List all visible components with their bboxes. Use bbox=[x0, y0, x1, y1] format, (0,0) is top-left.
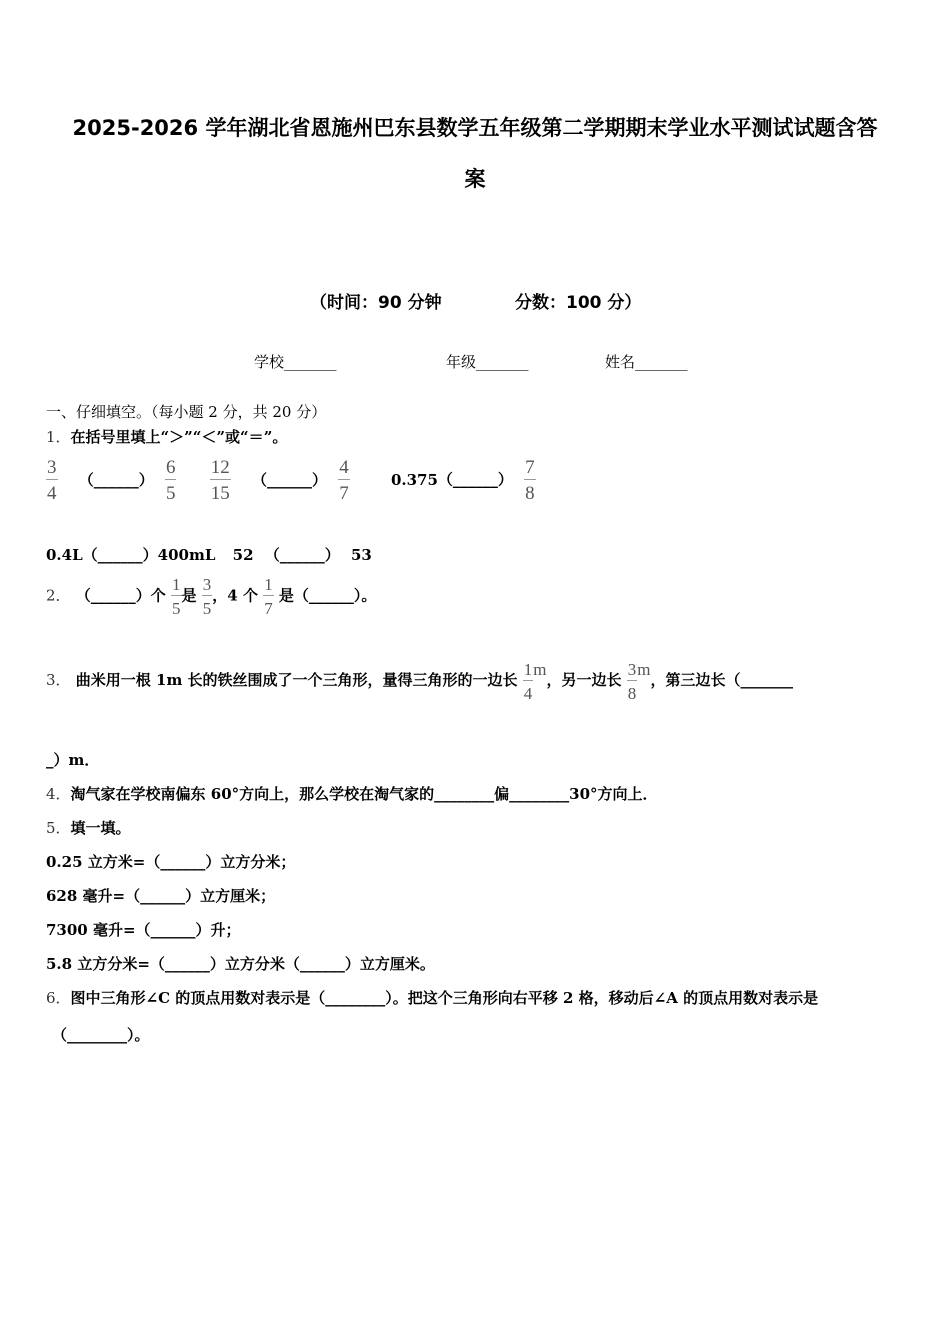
question-number: 2． bbox=[46, 586, 71, 605]
question-5-line-1: 0.25 立方米=（______）立方分米； bbox=[46, 853, 296, 871]
question-5-line-3: 7300 毫升=（______）升； bbox=[46, 921, 241, 939]
answer-blank: （______） bbox=[437, 470, 513, 489]
grade-field: 年级_______ bbox=[446, 353, 529, 371]
name-field: 姓名_______ bbox=[605, 353, 688, 371]
section1-heading: 一、仔细填空。（每小题 2 分，共 20 分） bbox=[46, 403, 327, 421]
question-number: 4． bbox=[46, 785, 71, 803]
fraction: $\frac{1}{5}$ bbox=[172, 575, 181, 618]
exam-score: 分数：100 分） bbox=[515, 293, 642, 313]
question-4: 4．淘气家在学校南偏东 60°方向上，那么学校在淘气家的________偏________30°方向上． bbox=[46, 785, 658, 803]
question-number: 6． bbox=[46, 989, 71, 1007]
answer-blank: （______） bbox=[82, 546, 158, 564]
fraction: $\frac{1}{4}$ bbox=[523, 659, 533, 703]
fraction: $\frac{3}{4}$ bbox=[47, 457, 57, 504]
question-3-continued: _）m． bbox=[46, 751, 100, 769]
question-2: 2． （______）个 $\frac{1}{5}$ 是 $\frac{3}{5}$ ，4 个 $\frac{1}{7}$ 是（______）。 bbox=[46, 575, 377, 618]
exam-time: （时间：90 分钟 bbox=[310, 293, 442, 313]
question-text: 在括号里填上“＞”“＜”或“＝”。 bbox=[70, 428, 288, 446]
fraction: $\frac{3}{5}$ bbox=[202, 575, 212, 618]
question-6: 6．图中三角形∠C 的顶点用数对表示是（________）。把这个三角形向右平移 2 格，移动后∠A 的顶点用数对表示是 bbox=[46, 989, 819, 1007]
decimal-value: 0.375 bbox=[390, 470, 438, 489]
fraction: $\frac{1}{7}$ bbox=[264, 575, 273, 618]
question-1-row2: 0.4L（______）400mL 52 （______） 53 bbox=[46, 546, 372, 564]
question-5-line-2: 628 毫升=（______）立方厘米； bbox=[46, 887, 276, 905]
answer-blank: （______） bbox=[251, 470, 327, 489]
question-6-continued: （________）。 bbox=[52, 1026, 150, 1044]
unit-label: m bbox=[637, 660, 651, 679]
question-3: 3． 曲米用一根 1m 长的铁丝围成了一个三角形，量得三角形的一边长 $\frac{1}{4}$ m，另一边长 $\frac{3}{8}$ m，第三边长（_______ bbox=[46, 659, 794, 703]
unit-label: m bbox=[533, 660, 547, 679]
question-1-row1 bbox=[46, 458, 536, 503]
fraction: $\frac{6}{5}$ bbox=[165, 457, 176, 504]
fraction: $\frac{7}{8}$ bbox=[525, 457, 535, 504]
question-5-line-4: 5.8 立方分米=（______）立方分米（______）立方厘米。 bbox=[46, 955, 435, 973]
fraction: $\frac{4}{7}$ bbox=[339, 457, 349, 504]
answer-blank: （______） bbox=[78, 470, 154, 489]
question-number: 5． bbox=[46, 819, 71, 837]
document-title-line2: 案 bbox=[464, 167, 486, 191]
document-title-line1: 2025-2026 学年湖北省恩施州巴东县数学五年级第二学期期末学业水平测试试题含答 bbox=[72, 116, 878, 140]
school-field: 学校_______ bbox=[254, 353, 337, 371]
question-5: 5．填一填。 bbox=[46, 819, 131, 837]
fraction: $\frac{3}{8}$ bbox=[627, 659, 637, 703]
question-1-prompt bbox=[46, 426, 287, 447]
question-number: 1． bbox=[46, 428, 71, 446]
answer-blank: （______） bbox=[264, 546, 340, 564]
fraction: $\frac{12}{15}$ bbox=[210, 457, 230, 504]
question-number: 3． bbox=[46, 671, 71, 689]
